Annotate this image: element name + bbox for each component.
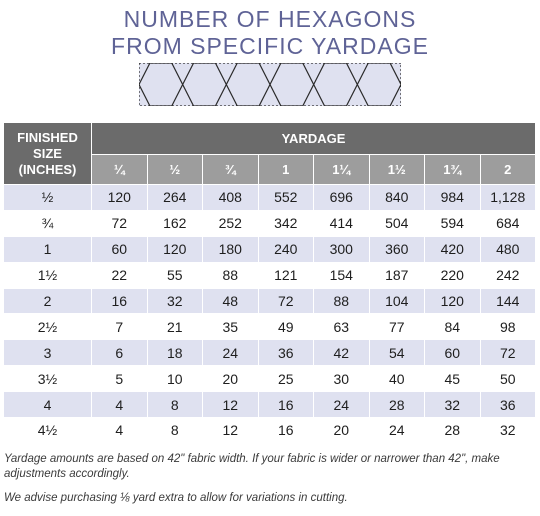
table-row	[4, 418, 536, 444]
table-row	[4, 366, 536, 392]
hexagon-count-cell: 72	[258, 288, 314, 314]
hexagon-count-cell: 18	[147, 340, 203, 366]
hexagon-count-cell: 36	[258, 340, 314, 366]
hexagon-count-cell: 8	[147, 392, 203, 418]
hexagon-count-cell: 360	[369, 236, 425, 262]
finished-size-cell: 1½	[4, 262, 92, 288]
hexagon-count-cell: 5	[92, 366, 148, 392]
finished-size-cell: 3	[4, 340, 92, 366]
hexagon-count-cell: 72	[92, 210, 148, 236]
hexagon-yardage-table	[3, 122, 536, 444]
hexagon-count-cell: 408	[203, 185, 259, 211]
hexagon-count-cell: 49	[258, 314, 314, 340]
hexagon-count-cell: 552	[258, 185, 314, 211]
hexagon-count-cell: 84	[425, 314, 481, 340]
hexagon-count-cell: 25	[258, 366, 314, 392]
hexagon-count-cell: 4	[92, 392, 148, 418]
hexagon-count-cell: 21	[147, 314, 203, 340]
hexagon-count-cell: 840	[369, 185, 425, 211]
size-header-line-1: FINISHED	[17, 129, 78, 145]
hexagon-count-cell: 24	[369, 418, 425, 444]
hexagon-count-cell: 120	[147, 236, 203, 262]
hexagon-count-cell: 60	[92, 236, 148, 262]
table-row	[4, 314, 536, 340]
yardage-column-header: 1	[258, 155, 314, 185]
hexagon-count-cell: 60	[425, 340, 481, 366]
hexagon-count-cell: 88	[203, 262, 259, 288]
hexagon-count-cell: 32	[147, 288, 203, 314]
hexagon-count-cell: 77	[369, 314, 425, 340]
finished-size-cell: 2½	[4, 314, 92, 340]
size-header-line-2: SIZE	[33, 145, 62, 161]
hexagon-count-cell: 20	[314, 418, 370, 444]
hexagon-count-cell: 252	[203, 210, 259, 236]
yardage-column-header: ½	[147, 155, 203, 185]
hexagon-count-cell: 48	[203, 288, 259, 314]
hexagon-count-cell: 264	[147, 185, 203, 211]
hexagon-count-cell: 24	[314, 392, 370, 418]
hexagon-count-cell: 7	[92, 314, 148, 340]
hexagon-count-cell: 10	[147, 366, 203, 392]
hexagon-count-cell: 22	[92, 262, 148, 288]
hexagon-count-cell: 54	[369, 340, 425, 366]
hexagon-count-cell: 504	[369, 210, 425, 236]
hexagon-count-cell: 154	[314, 262, 370, 288]
table-row	[4, 288, 536, 314]
table-row	[4, 262, 536, 288]
table-row	[4, 340, 536, 366]
hexagon-count-cell: 16	[92, 288, 148, 314]
hexagon-count-cell: 180	[203, 236, 259, 262]
hexagon-count-cell: 98	[480, 314, 536, 340]
hexagon-count-cell: 40	[369, 366, 425, 392]
yardage-column-header: 1¼	[314, 155, 370, 185]
hexagon-count-cell: 30	[314, 366, 370, 392]
size-header-line-3: (INCHES)	[18, 161, 77, 177]
footnote-fabric-width: Yardage amounts are based on 42" fabric width. If your fabric is wider or narrower than 42", make adjustments accordingly.	[4, 453, 500, 480]
hexagon-count-cell: 88	[314, 288, 370, 314]
hexagon-count-cell: 36	[480, 392, 536, 418]
hexagon-count-cell: 480	[480, 236, 536, 262]
hexagon-count-cell: 1,128	[480, 185, 536, 211]
hexagon-count-cell: 24	[203, 340, 259, 366]
hexagon-count-cell: 420	[425, 236, 481, 262]
hexagon-count-cell: 28	[425, 418, 481, 444]
hexagon-count-cell: 121	[258, 262, 314, 288]
finished-size-cell: 1	[4, 236, 92, 262]
hexagon-count-cell: 35	[203, 314, 259, 340]
hexagon-count-cell: 63	[314, 314, 370, 340]
yardage-header: YARDAGE	[92, 123, 536, 155]
hexagon-count-cell: 4	[92, 418, 148, 444]
hexagon-count-cell: 28	[369, 392, 425, 418]
hexagon-count-cell: 32	[425, 392, 481, 418]
finished-size-cell: 2	[4, 288, 92, 314]
hexagon-count-cell: 16	[258, 418, 314, 444]
title-line-2: FROM SPECIFIC YARDAGE	[111, 33, 429, 59]
finished-size-cell: 4½	[4, 418, 92, 444]
footnote-extra-yardage: We advise purchasing ⅛ yard extra to allow for variations in cutting.	[4, 492, 348, 504]
hexagon-count-cell: 242	[480, 262, 536, 288]
yardage-column-header: ¼	[92, 155, 148, 185]
table-row	[4, 185, 536, 211]
page-title	[0, 6, 540, 60]
hexagon-count-cell: 8	[147, 418, 203, 444]
yardage-column-header: 1½	[369, 155, 425, 185]
hexagon-count-cell: 594	[425, 210, 481, 236]
hexagon-count-cell: 144	[480, 288, 536, 314]
hexagon-count-cell: 240	[258, 236, 314, 262]
table-row	[4, 236, 536, 262]
hexagon-count-cell: 696	[314, 185, 370, 211]
finished-size-cell: ¾	[4, 210, 92, 236]
hexagon-count-cell: 684	[480, 210, 536, 236]
hexagon-count-cell: 16	[258, 392, 314, 418]
hexagon-count-cell: 55	[147, 262, 203, 288]
hexagon-count-cell: 42	[314, 340, 370, 366]
finished-size-cell: 3½	[4, 366, 92, 392]
title-line-1: NUMBER OF HEXAGONS	[123, 6, 417, 32]
yardage-column-header: 1¾	[425, 155, 481, 185]
yardage-column-header: 2	[480, 155, 536, 185]
hexagon-count-cell: 20	[203, 366, 259, 392]
hexagon-count-cell: 72	[480, 340, 536, 366]
hexagon-count-cell: 342	[258, 210, 314, 236]
table-row	[4, 392, 536, 418]
hexagon-count-cell: 414	[314, 210, 370, 236]
hexagon-count-cell: 984	[425, 185, 481, 211]
hexagon-count-cell: 120	[425, 288, 481, 314]
hexagon-count-cell: 50	[480, 366, 536, 392]
hexagon-count-cell: 6	[92, 340, 148, 366]
hexagon-strip-illustration	[139, 63, 401, 106]
hexagon-count-cell: 12	[203, 418, 259, 444]
finished-size-cell: 4	[4, 392, 92, 418]
footnotes	[4, 452, 536, 515]
hexagon-count-cell: 187	[369, 262, 425, 288]
hexagon-count-cell: 12	[203, 392, 259, 418]
hexagon-count-cell: 32	[480, 418, 536, 444]
hexagon-count-cell: 104	[369, 288, 425, 314]
hexagon-count-cell: 220	[425, 262, 481, 288]
yardage-column-header: ¾	[203, 155, 259, 185]
finished-size-cell: ½	[4, 185, 92, 211]
hexagon-count-cell: 45	[425, 366, 481, 392]
hexagon-count-cell: 120	[92, 185, 148, 211]
hexagon-count-cell: 300	[314, 236, 370, 262]
table-row	[4, 210, 536, 236]
hexagon-count-cell: 162	[147, 210, 203, 236]
finished-size-header	[4, 123, 92, 185]
